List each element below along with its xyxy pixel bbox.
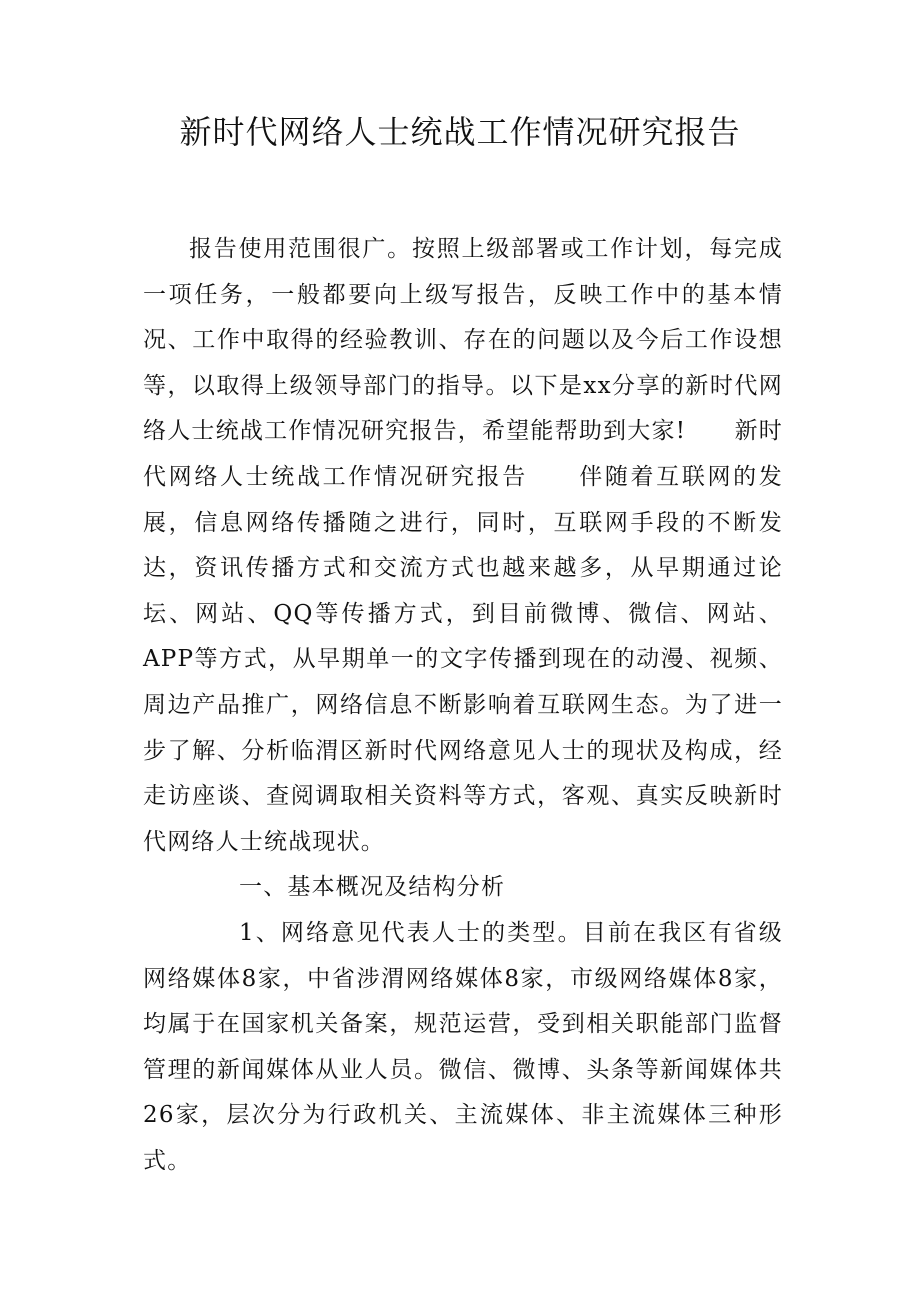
document-title: 新时代网络人士统战工作情况研究报告 [179, 113, 741, 151]
section-heading: 一、基本概况及结构分析 [239, 874, 506, 901]
document-body [143, 227, 783, 1184]
item-paragraph-1: 1、网络意见代表人士的类型。目前在我区有省级网络媒体8家，中省涉渭网络媒体8家，市级网络媒体8家，均属于在国家机关备案，规范运营，受到相关职能部门监督管理的新闻媒体从业人员。微信、微博、头条等新闻媒体共26家，层次分为行政机关、主流媒体、非主流媒体三种形式。 [143, 919, 783, 1174]
intro-paragraph: 报告使用范围很广。按照上级部署或工作计划，每完成一项任务，一般都要向上级写报告，反映工作中的基本情况、工作中取得的经验教训、存在的问题以及今后工作设想等，以取得上级领导部门的指导。以下是xx分享的新时代网络人士统战工作情况研究报告，希望能帮助到大家! 新时代网络人士统战工作情况研究报告 伴随着互联网的发展，信息网络传播随之进行，同时，互联网手段的不断发达，资讯传播方式和交流方式也越来越多，从早期通过论坛、网站、QQ等传播方式，到目前微博、微信、网站、APP等方式，从早期单一的文字传播到现在的动漫、视频、周边产品推广，网络信息不断影响着互联网生态。为了进一步了解、分析临渭区新时代网络意见人士的现状及构成，经走访座谈、查阅调取相关资料等方式，客观、真实反映新时代网络人士统战现状。 [143, 236, 783, 855]
